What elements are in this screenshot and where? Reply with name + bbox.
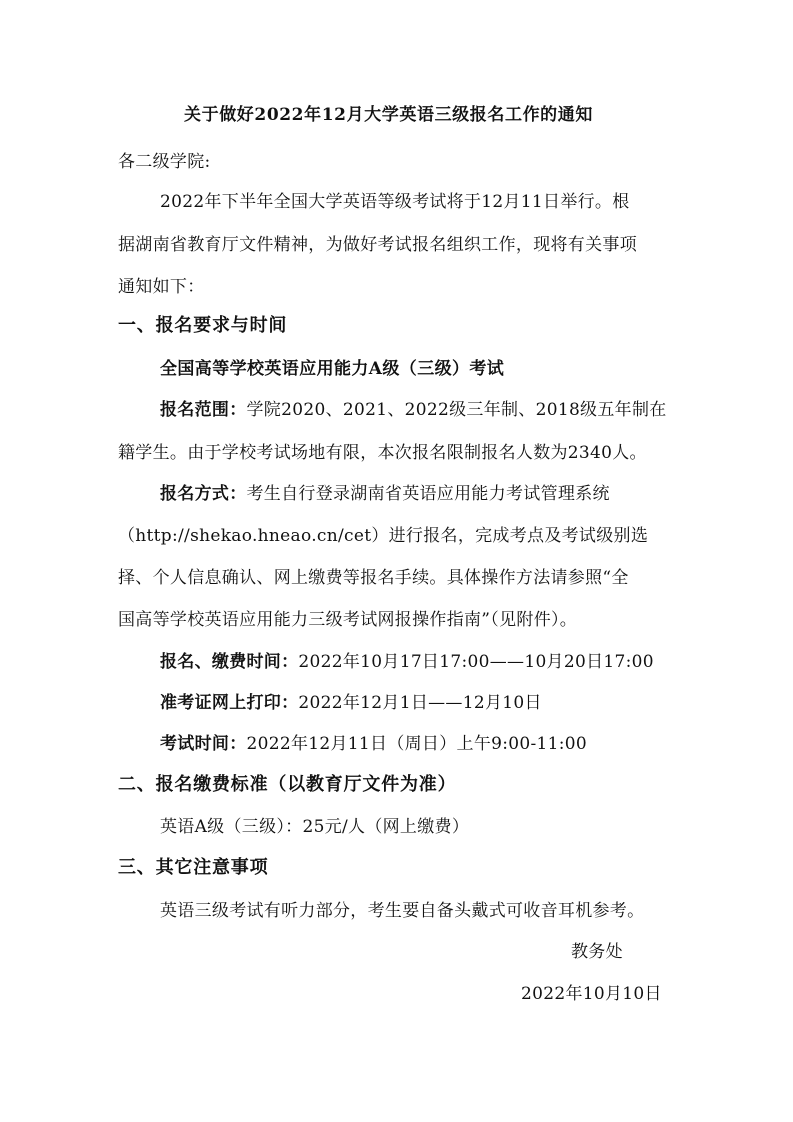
section-1-subheading: 全国高等学校英语应用能力A级（三级）考试 <box>160 359 505 379</box>
payment-time-value: 2022年10月17日17:00——10月20日17:00 <box>298 652 654 672</box>
scope-text-2: 籍学生。由于学校考试场地有限，本次报名限制报名人数为2340人。 <box>118 443 647 463</box>
method-text-2: （http://shekao.hneao.cn/cet）进行报名，完成考点及考试级别选 <box>118 526 649 546</box>
method-paragraph-line-1 <box>160 482 610 506</box>
payment-time-line <box>160 650 654 674</box>
scope-label: 报名范围： <box>160 400 247 420</box>
scope-paragraph-line-1 <box>160 398 667 422</box>
admit-card-line <box>160 691 542 715</box>
method-text-3: 择、个人信息确认、网上缴费等报名手续。具体操作方法请参照“全 <box>118 568 629 588</box>
payment-time-label: 报名、缴费时间： <box>160 652 299 672</box>
admit-card-label: 准考证网上打印： <box>160 693 299 713</box>
intro-line-1: 2022年下半年全国大学英语等级考试将于12月11日举行。根 <box>160 192 630 212</box>
exam-time-line <box>160 732 587 756</box>
issuing-office: 教务处 <box>571 942 623 962</box>
intro-line-2: 据湖南省教育厅文件精神，为做好考试报名组织工作，现将有关事项 <box>118 235 637 255</box>
admit-card-value: 2022年12月1日——12月10日 <box>298 693 542 713</box>
notice-title: 关于做好2022年12月大学英语三级报名工作的通知 <box>184 105 593 125</box>
issue-date: 2022年10月10日 <box>521 984 662 1004</box>
section-3-heading: 三、其它注意事项 <box>118 857 269 878</box>
method-text-4: 国高等学校英语应用能力三级考试网报操作指南”（见附件）。 <box>118 610 578 630</box>
headphone-note: 英语三级考试有听力部分，考生要自备头戴式可收音耳机参考。 <box>160 901 645 921</box>
exam-time-label: 考试时间： <box>160 734 247 754</box>
method-text-1: 考生自行登录湖南省英语应用能力考试管理系统 <box>246 484 610 504</box>
section-1-heading: 一、报名要求与时间 <box>118 315 288 336</box>
intro-line-3: 通知如下： <box>118 277 205 297</box>
method-label: 报名方式： <box>160 484 247 504</box>
section-2-heading: 二、报名缴费标准（以教育厅文件为准） <box>118 774 457 795</box>
exam-time-value: 2022年12月11日（周日）上午9:00-11:00 <box>246 734 588 754</box>
fee-standard: 英语A级（三级）：25元/人（网上缴费） <box>160 817 470 837</box>
scope-text-1: 学院2020、2021、2022级三年制、2018级五年制在 <box>246 400 667 420</box>
salutation: 各二级学院: <box>118 152 211 172</box>
